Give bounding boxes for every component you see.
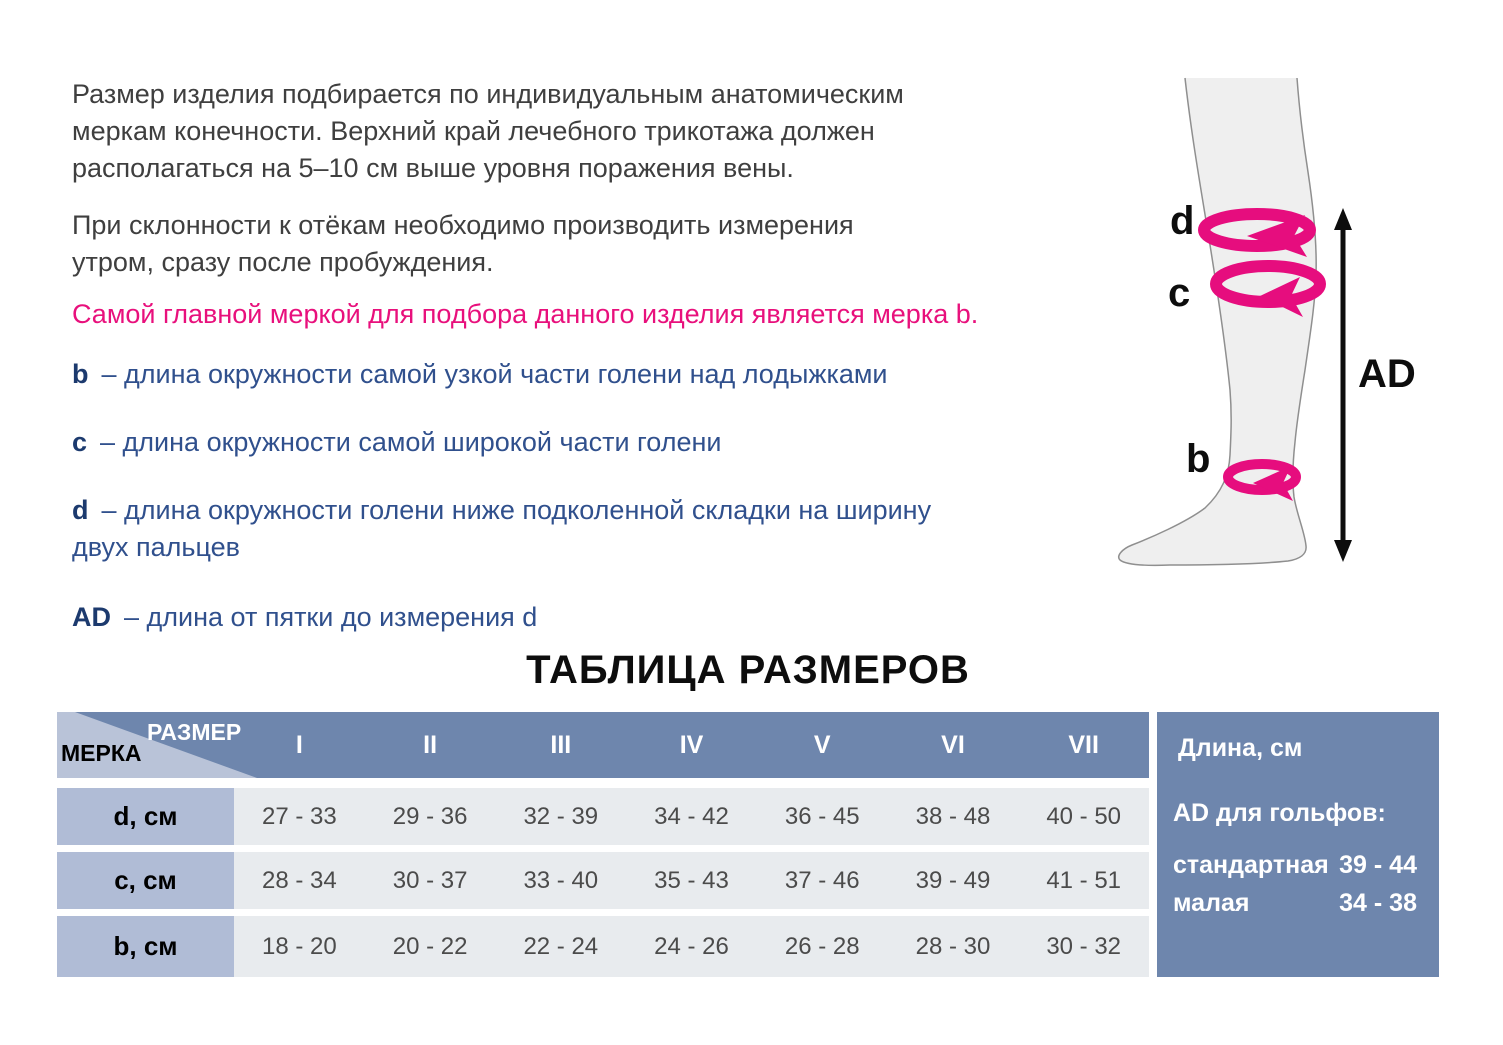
row-c-values [234,852,1149,909]
cell: 33 - 40 [523,866,599,894]
row-c-label: c, см [57,852,234,909]
cell: 20 - 22 [392,932,468,960]
cell: 36 - 45 [784,802,860,830]
cell: 30 - 32 [1046,932,1122,960]
diagram-label-ad: AD [1358,352,1416,396]
length-side-panel [1157,712,1439,977]
definition-ad-text: – длина от пятки до измерения d [124,602,538,632]
definition-d-key: d [72,495,89,525]
column-header-1: I [295,730,303,759]
definition-d [72,492,931,566]
cell: 32 - 39 [523,802,599,830]
table-row-b [57,916,1149,977]
cell: 22 - 24 [523,932,599,960]
cell: 35 - 43 [654,866,729,894]
column-header-7: VII [1068,730,1099,759]
column-header-3: III [550,730,572,759]
definition-c-key: c [72,427,88,457]
cell: 34 - 42 [654,802,729,830]
size-table-header-row [57,712,1149,778]
standard-length-label: стандартная [1173,851,1329,879]
intro-paragraph-1 [72,76,904,187]
cell: 28 - 30 [915,932,991,960]
highlight-note: Самой главной меркой для подбора данного изделия является мерка b. [72,299,979,329]
diagram-label-c: c [1168,271,1191,315]
cell: 37 - 46 [784,866,860,894]
cell: 29 - 36 [392,802,468,830]
row-b-values [234,916,1149,977]
diagram-label-d: d [1170,199,1195,243]
column-header-2: II [423,730,438,759]
column-header-4: IV [679,730,704,759]
cell: 18 - 20 [262,932,337,960]
column-header-5: V [813,730,831,759]
definition-ad [72,599,537,636]
intro-p1-line3: располагаться на 5–10 см выше уровня поражения вены. [72,153,794,183]
small-length-value: 34 - 38 [1339,889,1417,917]
definition-b-text: – длина окружности самой узкой части голени над лодыжками [101,359,888,389]
cell: 30 - 37 [392,866,468,894]
row-d-values [234,788,1149,845]
intro-p1-line2: меркам конечности. Верхний край лечебного трикотажа должен [72,116,875,146]
row-b-label: b, см [57,916,234,977]
side-panel-title: Длина, см [1178,734,1303,762]
standard-length-value: 39 - 44 [1339,851,1417,879]
cell: 41 - 51 [1046,866,1122,894]
cell: 39 - 49 [915,866,991,894]
table-row-d [57,788,1149,845]
cell: 40 - 50 [1046,802,1122,830]
column-header-6: VI [941,730,965,759]
intro-p1-line1: Размер изделия подбирается по индивидуальным анатомическим [72,79,904,109]
cell: 24 - 26 [654,932,729,960]
cell: 26 - 28 [784,932,860,960]
small-length-label: малая [1173,889,1250,917]
leg-illustration [1100,60,1503,620]
corner-label-measure: МЕРКА [61,740,142,766]
cell: 27 - 33 [262,802,337,830]
definition-d-text: – длина окружности голени ниже подколенной складки на ширину [101,495,932,525]
table-row-c [57,852,1149,909]
row-d-label: d, см [57,788,234,845]
definition-d-line1 [72,492,931,529]
side-panel-subtitle: AD для гольфов: [1173,799,1386,827]
definition-c-text: – длина окружности самой широкой части голени [100,427,722,457]
ad-arrow-bottom-head [1334,540,1352,562]
side-panel-row-small [1173,889,1417,918]
corner-label-size: РАЗМЕР [147,719,242,745]
side-panel-row-standard [1173,851,1417,880]
ad-arrow-top-head [1334,208,1352,230]
cell: 28 - 34 [262,866,337,894]
definition-d-line2: двух пальцев [72,532,240,562]
leg-measurement-diagram [1100,60,1503,620]
definition-b [72,356,888,393]
size-table-title: ТАБЛИЦА РАЗМЕРОВ [526,648,970,692]
definition-c [72,424,722,461]
definition-ad-key: AD [72,602,111,632]
cell: 38 - 48 [915,802,991,830]
definition-b-key: b [72,359,89,389]
size-table [57,712,1149,977]
intro-paragraph-2 [72,207,854,281]
intro-p2-line1: При склонности к отёкам необходимо производить измерения [72,210,854,240]
intro-p2-line2: утром, сразу после пробуждения. [72,247,494,277]
diagram-label-b: b [1186,437,1211,481]
